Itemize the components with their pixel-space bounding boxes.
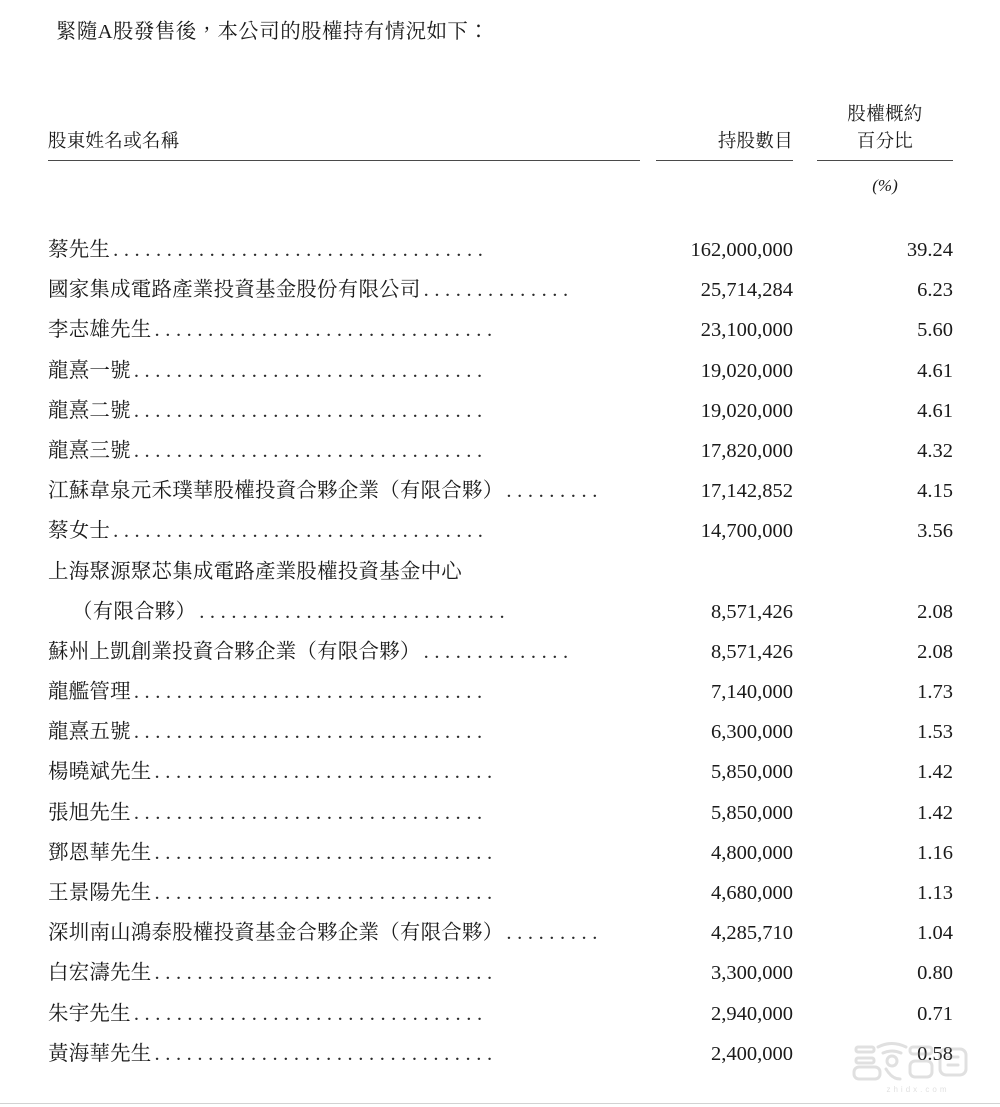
cell-shares-held: 3,300,000 <box>711 962 793 985</box>
cell-shareholder-name <box>48 1034 648 1074</box>
cell-shareholder-name <box>48 351 648 391</box>
table-row <box>48 351 953 391</box>
cell-shareholder-name <box>48 552 648 592</box>
column-header-percentage <box>817 102 953 156</box>
shareholder-name-text: 蘇州上凱創業投資合夥企業（有限合夥） <box>48 640 421 663</box>
cell-percentage: 4.61 <box>917 359 953 382</box>
table-row <box>48 230 953 270</box>
cell-shares-held: 7,140,000 <box>711 681 793 704</box>
table-row <box>48 1034 953 1074</box>
shareholder-name-text: 蔡女士 <box>48 520 111 543</box>
table-row <box>48 632 953 672</box>
table-header-row <box>48 88 953 160</box>
shareholder-name-text: （有限合夥） <box>72 600 197 623</box>
dot-leader: ................................. <box>133 359 488 382</box>
dot-leader: ................................... <box>113 520 489 543</box>
cell-shares-held: 5,850,000 <box>711 761 793 784</box>
cell-percentage: 0.80 <box>917 962 953 985</box>
table-row <box>48 953 953 993</box>
cell-shareholder-name <box>48 431 648 471</box>
table-row <box>48 310 953 350</box>
cell-percentage: 1.73 <box>917 681 953 704</box>
intro-paragraph: 緊隨A股發售後，本公司的股權持有情況如下： <box>56 21 490 43</box>
cell-shares-held: 2,400,000 <box>711 1042 793 1065</box>
shareholder-name-text: 鄧恩華先生 <box>48 841 152 864</box>
table-body <box>48 230 953 1074</box>
cell-percentage: 4.15 <box>917 480 953 503</box>
shareholder-name-text: 江蘇韋泉元禾璞華股權投資合夥企業（有限合夥） <box>48 480 504 503</box>
cell-shares-held: 4,285,710 <box>711 922 793 945</box>
dot-leader: ......... <box>506 480 603 503</box>
cell-shareholder-name <box>48 511 648 551</box>
page-bottom-divider <box>0 1103 1000 1104</box>
cell-shareholder-name <box>48 953 648 993</box>
cell-percentage: 4.32 <box>917 439 953 462</box>
dot-leader: ................................ <box>154 882 498 904</box>
cell-percentage: 1.42 <box>917 801 953 824</box>
dot-leader: ................................ <box>154 962 498 985</box>
cell-shares-held: 17,820,000 <box>700 439 793 462</box>
table-row <box>48 391 953 431</box>
cell-shares-held: 14,700,000 <box>700 520 793 543</box>
cell-shareholder-name <box>48 592 648 632</box>
cell-shares-held: 162,000,000 <box>690 239 793 261</box>
cell-shares-held: 25,714,284 <box>700 279 793 302</box>
dot-leader: ................................ <box>154 1042 498 1065</box>
column-header-shareholder-name: 股東姓名或名稱 <box>48 132 180 152</box>
cell-percentage: 1.04 <box>917 922 953 945</box>
cell-shares-held: 19,020,000 <box>700 359 793 382</box>
cell-shares-held: 8,571,426 <box>711 640 793 663</box>
cell-percentage: 1.16 <box>917 841 953 864</box>
shareholder-name-text: 龍熹五號 <box>48 721 131 744</box>
cell-percentage: 2.08 <box>917 640 953 663</box>
table-row <box>48 793 953 833</box>
cell-shares-held: 17,142,852 <box>700 480 793 503</box>
cell-shareholder-name <box>48 471 648 511</box>
cell-percentage: 2.08 <box>917 600 953 623</box>
cell-shareholder-name <box>48 310 648 350</box>
dot-leader: ................................... <box>113 239 489 261</box>
unit-row <box>48 162 953 208</box>
cell-percentage: 6.23 <box>917 279 953 302</box>
table-row <box>48 471 953 511</box>
cell-shares-held: 19,020,000 <box>700 399 793 422</box>
cell-percentage: 3.56 <box>917 520 953 543</box>
shareholder-name-text: 龍熹二號 <box>48 399 131 422</box>
cell-percentage: 0.71 <box>917 1002 953 1025</box>
table-row <box>48 511 953 551</box>
cell-shareholder-name <box>48 270 648 310</box>
shareholder-name-text: 蔡先生 <box>48 239 111 261</box>
cell-shares-held: 2,940,000 <box>711 1002 793 1025</box>
dot-leader: .............. <box>423 279 574 302</box>
cell-percentage: 39.24 <box>906 239 953 261</box>
shareholding-table <box>48 88 953 1074</box>
table-row <box>48 552 953 592</box>
cell-percentage: 1.53 <box>917 721 953 744</box>
cell-shareholder-name <box>48 994 648 1034</box>
shareholder-name-text: 龍艦管理 <box>48 681 131 704</box>
cell-shareholder-name <box>48 672 648 712</box>
cell-percentage: 1.13 <box>917 882 953 904</box>
column-header-percentage-line2: 百分比 <box>856 132 914 152</box>
cell-percentage: 1.42 <box>917 761 953 784</box>
cell-percentage: 5.60 <box>917 319 953 342</box>
dot-leader: .............. <box>423 640 574 663</box>
table-row <box>48 994 953 1034</box>
cell-shareholder-name <box>48 712 648 752</box>
shareholder-name-text: 白宏濤先生 <box>48 962 152 985</box>
shareholder-name-text: 楊曉斌先生 <box>48 761 152 784</box>
shareholder-name-text: 龍熹一號 <box>48 359 131 382</box>
table-row <box>48 873 953 913</box>
cell-shareholder-name <box>48 873 648 913</box>
percentage-unit-label: (%) <box>872 176 898 195</box>
cell-shareholder-name <box>48 752 648 792</box>
table-row <box>48 833 953 873</box>
cell-shareholder-name <box>48 632 648 672</box>
cell-shareholder-name <box>48 793 648 833</box>
cell-shares-held: 8,571,426 <box>711 600 793 623</box>
cell-shareholder-name <box>48 833 648 873</box>
cell-shares-held: 23,100,000 <box>700 319 793 342</box>
table-row <box>48 752 953 792</box>
dot-leader: ................................ <box>154 319 498 342</box>
table-row <box>48 592 953 632</box>
shareholder-name-text: 王景陽先生 <box>48 882 152 904</box>
shareholder-name-text: 黃海華先生 <box>48 1042 152 1065</box>
shareholder-name-text: 國家集成電路產業投資基金股份有限公司 <box>48 279 421 302</box>
table-row <box>48 431 953 471</box>
dot-leader: ............................. <box>199 600 511 623</box>
dot-leader: ......... <box>506 922 603 945</box>
dot-leader: ................................. <box>133 681 488 704</box>
shareholder-name-text: 張旭先生 <box>48 801 131 824</box>
table-row <box>48 913 953 953</box>
dot-leader: ................................ <box>154 761 498 784</box>
shareholder-name-text: 深圳南山鴻泰股權投資基金合夥企業（有限合夥） <box>48 922 504 945</box>
shareholder-name-text: 李志雄先生 <box>48 319 152 342</box>
cell-shareholder-name <box>48 230 648 270</box>
cell-shares-held: 5,850,000 <box>711 801 793 824</box>
dot-leader: ................................. <box>133 721 488 744</box>
column-header-percentage-line1: 股權概約 <box>847 105 923 125</box>
cell-shares-held: 4,680,000 <box>711 882 793 904</box>
table-row <box>48 270 953 310</box>
cell-shareholder-name <box>48 391 648 431</box>
dot-leader: ................................. <box>133 801 488 824</box>
cell-shares-held: 4,800,000 <box>711 841 793 864</box>
watermark-url-text: zhidx.com <box>886 1085 950 1094</box>
cell-shares-held: 6,300,000 <box>711 721 793 744</box>
shareholder-name-text: 朱宇先生 <box>48 1002 131 1025</box>
cell-percentage: 0.58 <box>917 1042 953 1065</box>
dot-leader: ................................ <box>154 841 498 864</box>
dot-leader: ................................. <box>133 439 488 462</box>
shareholder-name-text: 龍熹三號 <box>48 439 131 462</box>
table-row <box>48 672 953 712</box>
dot-leader: ................................. <box>133 399 488 422</box>
shareholder-name-text: 上海聚源聚芯集成電路產業股權投資基金中心 <box>48 560 462 583</box>
dot-leader: ................................. <box>133 1002 488 1025</box>
cell-shareholder-name <box>48 913 648 953</box>
cell-percentage: 4.61 <box>917 399 953 422</box>
table-row <box>48 712 953 752</box>
column-header-shares: 持股數目 <box>717 132 793 152</box>
